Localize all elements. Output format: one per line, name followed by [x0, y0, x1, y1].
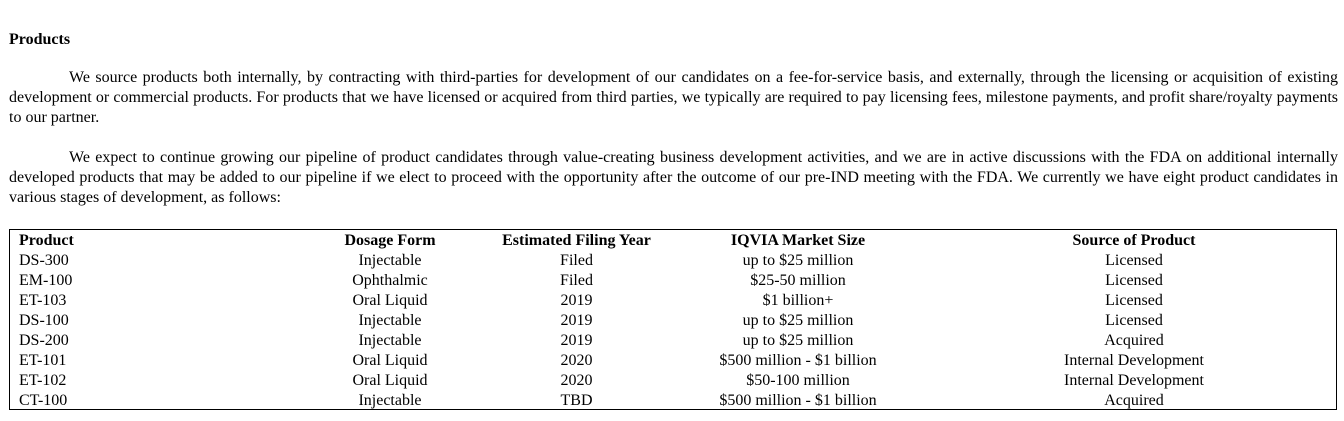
cell-dosage-form: Ophthalmic [352, 272, 428, 289]
paragraph-sourcing: We source products both internally, by contracting with third-parties for development of our candidates on a fee-for-service basis, and externally, through the licensing or acquisition of existing development or commercial products. For products that we have licensed or acquired from third parties, we typically are required to pay licensing fees, milestone payments, and profit share/royalty payments to our partner. [9, 69, 1338, 126]
table-row [10, 371, 1336, 391]
cell-filing-year: 2019 [560, 312, 593, 329]
cell-dosage-form: Injectable [358, 392, 422, 409]
cell-product: DS-100 [19, 312, 69, 329]
header-dosage-form: Dosage Form [344, 232, 436, 249]
cell-market-size: $50-100 million [746, 372, 850, 389]
table-row [10, 391, 1336, 411]
cell-source: Internal Development [1064, 352, 1204, 369]
table-row [10, 251, 1336, 271]
cell-market-size: $500 million - $1 billion [719, 392, 877, 409]
header-filing-year: Estimated Filing Year [502, 232, 651, 249]
cell-market-size: $1 billion+ [762, 292, 834, 309]
cell-filing-year: 2019 [560, 292, 593, 309]
cell-product: ET-101 [19, 352, 67, 369]
cell-filing-year: Filed [560, 252, 593, 269]
cell-product: ET-103 [19, 292, 67, 309]
cell-source: Licensed [1105, 252, 1163, 269]
product-table [10, 230, 1336, 411]
cell-filing-year: 2020 [560, 352, 593, 369]
cell-source: Internal Development [1064, 372, 1204, 389]
table-header-row [10, 230, 1336, 251]
header-market-size: IQVIA Market Size [730, 232, 866, 249]
cell-dosage-form: Oral Liquid [352, 372, 428, 389]
cell-dosage-form: Injectable [358, 252, 422, 269]
cell-product: EM-100 [19, 272, 73, 289]
cell-source: Licensed [1105, 312, 1163, 329]
cell-dosage-form: Oral Liquid [352, 292, 428, 309]
cell-product: DS-200 [19, 332, 69, 349]
cell-product: ET-102 [19, 372, 67, 389]
cell-market-size: up to $25 million [742, 332, 854, 349]
cell-dosage-form: Injectable [358, 312, 422, 329]
cell-filing-year: 2019 [560, 332, 593, 349]
section-heading: Products [9, 31, 71, 48]
cell-source: Licensed [1105, 272, 1163, 289]
header-product: Product [19, 232, 74, 249]
paragraph-pipeline: We expect to continue growing our pipeline of product candidates through value-creating business development activities, and we are in active discussions with the FDA on additional internally developed products that may be added to our pipeline if we elect to proceed with the opportunity after the outcome of our pre-IND meeting with the FDA. We currently we have eight product candidates in various stages of development, as follows: [9, 149, 1338, 206]
table-row [10, 351, 1336, 371]
cell-market-size: up to $25 million [742, 252, 854, 269]
cell-product: CT-100 [19, 392, 68, 409]
table-row [10, 291, 1336, 311]
cell-product: DS-300 [19, 252, 69, 269]
table-row [10, 271, 1336, 291]
cell-market-size: $500 million - $1 billion [719, 352, 877, 369]
cell-dosage-form: Oral Liquid [352, 352, 428, 369]
cell-source: Acquired [1104, 332, 1164, 349]
product-candidates-table [9, 229, 1337, 410]
table-row [10, 311, 1336, 331]
cell-filing-year: Filed [560, 272, 593, 289]
header-source: Source of Product [1072, 232, 1196, 249]
cell-market-size: $25-50 million [750, 272, 846, 289]
cell-dosage-form: Injectable [358, 332, 422, 349]
cell-source: Acquired [1104, 392, 1164, 409]
cell-filing-year: 2020 [560, 372, 593, 389]
cell-source: Licensed [1105, 292, 1163, 309]
cell-filing-year: TBD [560, 392, 593, 409]
cell-market-size: up to $25 million [742, 312, 854, 329]
table-row [10, 331, 1336, 351]
